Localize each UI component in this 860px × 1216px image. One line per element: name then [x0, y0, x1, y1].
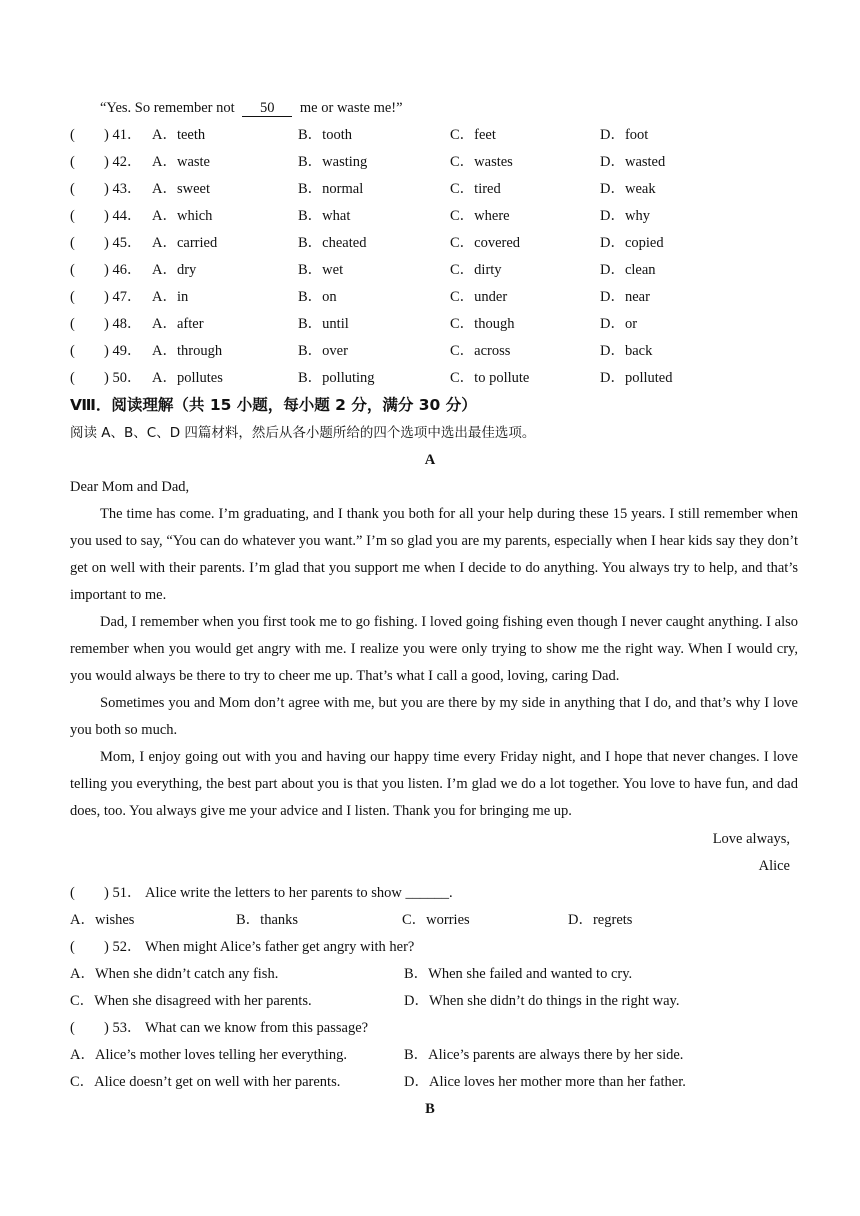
question-number: ) 52．	[104, 939, 142, 955]
option-c: C．where	[450, 208, 510, 224]
answer-paren-open: (	[70, 181, 75, 197]
option-b: B．Alice’s parents are always there by her side.	[404, 1047, 684, 1063]
cloze-question-row	[70, 179, 790, 199]
cloze-question-row	[70, 314, 790, 334]
option-d: D．near	[600, 289, 650, 305]
cloze-last-line	[100, 98, 790, 118]
cloze-question-row	[70, 125, 790, 145]
question-number: ) 47．	[104, 289, 142, 305]
passage-a-label: A	[424, 452, 436, 468]
option-a: A．When she didn’t catch any fish.	[70, 966, 279, 982]
question-stem: When might Alice’s father get angry with her?	[145, 939, 415, 955]
answer-paren-open: (	[70, 370, 75, 386]
option-c: C．to pollute	[450, 370, 530, 386]
option-d: D．Alice loves her mother more than her father.	[404, 1074, 686, 1090]
cloze-question-row	[70, 287, 790, 307]
question-53	[70, 1018, 790, 1038]
answer-paren-open: (	[70, 289, 75, 305]
answer-paren-open: (	[70, 1020, 75, 1036]
answer-paren-open: (	[70, 262, 75, 278]
option-c: C．under	[450, 289, 508, 305]
option-a: A．in	[152, 289, 189, 305]
option-b: B．wet	[298, 262, 344, 278]
option-b: B．thanks	[236, 912, 299, 928]
question-stem: What can we know from this passage?	[145, 1020, 369, 1036]
answer-paren-open: (	[70, 885, 75, 901]
paragraph-text: The time has come. I’m graduating, and I thank you both for all your help during these 15 years. I still remember when you used to say, “You can do whatever you want.” I’m so glad you are my parents, especially when I hear kids say they don’t get on well with their parents. I’m glad that you support me when I decide to do anything. You always try to help, and that’s important to me.	[70, 506, 798, 603]
letter-paragraph	[70, 690, 798, 744]
paragraph-text: Mom, I enjoy going out with you and having our happy time every Friday night, and I hope that never changes. I love telling you everything, the best part about you is that you listen. I’m glad we do a lot together. You love to have fun, and dad does, too. You always give me your advice and I listen. Thank you for bringing me up.	[70, 749, 798, 819]
option-a: A．Alice’s mother loves telling her everything.	[70, 1047, 348, 1063]
option-b: B．wasting	[298, 154, 368, 170]
question-number: ) 46．	[104, 262, 142, 278]
question-51-options	[70, 910, 790, 930]
question-number: ) 41．	[104, 127, 142, 143]
option-d: D．copied	[600, 235, 664, 251]
letter-greeting: Dear Mom and Dad,	[70, 479, 190, 495]
question-52-options-row1	[70, 964, 790, 984]
option-c: C．though	[450, 316, 515, 332]
option-b: B．normal	[298, 181, 364, 197]
question-number: ) 42．	[104, 154, 142, 170]
option-c: C．worries	[402, 912, 470, 928]
question-number: ) 49．	[104, 343, 142, 359]
option-c: C．Alice doesn’t get on well with her parents.	[70, 1074, 341, 1090]
question-number: ) 43．	[104, 181, 142, 197]
question-number: ) 50．	[104, 370, 142, 386]
option-d: D．clean	[600, 262, 656, 278]
option-b: B．on	[298, 289, 337, 305]
question-number: ) 53．	[104, 1020, 142, 1036]
letter-paragraph	[70, 501, 798, 609]
cloze-question-row	[70, 152, 790, 172]
option-a: A．dry	[152, 262, 197, 278]
option-a: A．which	[152, 208, 213, 224]
question-number: ) 45．	[104, 235, 142, 251]
cloze-question-row	[70, 206, 790, 226]
cloze-question-row	[70, 341, 790, 361]
option-a: A．sweet	[152, 181, 210, 197]
paragraph-text: Dad, I remember when you first took me to go fishing. I loved going fishing even though I never caught anything. I also remember when you would get angry with me. I realize you were only trying to show me the right way. When I would cry, you would always be there to try to cheer me up. That’s what I call a good, loving, caring Dad.	[70, 614, 798, 684]
option-a: A．teeth	[152, 127, 206, 143]
option-a: A．after	[152, 316, 204, 332]
answer-paren-open: (	[70, 208, 75, 224]
option-d: D．When she didn’t do things in the right way.	[404, 993, 680, 1009]
answer-paren-open: (	[70, 316, 75, 332]
letter-closing: Love always,	[712, 831, 790, 847]
answer-paren-open: (	[70, 154, 75, 170]
option-b: B．tooth	[298, 127, 352, 143]
answer-paren-open: (	[70, 939, 75, 955]
option-d: D．or	[600, 316, 638, 332]
question-number: ) 51．	[104, 885, 142, 901]
option-d: D．polluted	[600, 370, 673, 386]
cloze-question-row	[70, 368, 790, 388]
question-number: ) 48．	[104, 316, 142, 332]
letter-paragraph	[70, 609, 798, 690]
answer-blank-50: 50	[242, 100, 292, 117]
option-b: B．cheated	[298, 235, 367, 251]
question-53-options-row2	[70, 1072, 790, 1092]
option-c: C．wastes	[450, 154, 513, 170]
option-a: A．through	[152, 343, 223, 359]
option-b: B．until	[298, 316, 349, 332]
question-52-options-row2	[70, 991, 790, 1011]
option-c: C．tired	[450, 181, 501, 197]
cloze-question-row	[70, 233, 790, 253]
option-d: D．back	[600, 343, 653, 359]
option-a: A．waste	[152, 154, 210, 170]
option-b: B．polluting	[298, 370, 375, 386]
option-d: D．foot	[600, 127, 649, 143]
section-instruction: 阅读 A、B、C、D 四篇材料，然后从各小题所给的四个选项中选出最佳选项。	[70, 425, 536, 441]
letter-paragraph	[70, 744, 798, 825]
cloze-line-prefix: “Yes. So remember not	[100, 100, 235, 116]
letter-signature: Alice	[758, 858, 790, 874]
passage-b-label: B	[425, 1101, 435, 1117]
option-a: A．pollutes	[152, 370, 223, 386]
option-a: A．wishes	[70, 912, 135, 928]
paragraph-text: Sometimes you and Mom don’t agree with me, but you are there by my side in anything that I do, and that’s why I love you both so much.	[70, 695, 798, 738]
option-c: C．across	[450, 343, 511, 359]
option-b: B．When she failed and wanted to cry.	[404, 966, 633, 982]
option-d: D．regrets	[568, 912, 633, 928]
option-a: A．carried	[152, 235, 218, 251]
option-b: B．what	[298, 208, 351, 224]
option-b: B．over	[298, 343, 348, 359]
option-d: D．why	[600, 208, 650, 224]
question-53-options-row1	[70, 1045, 790, 1065]
option-d: D．weak	[600, 181, 656, 197]
answer-paren-open: (	[70, 343, 75, 359]
question-stem: Alice write the letters to her parents to show ______.	[145, 885, 453, 901]
question-number: ) 44．	[104, 208, 142, 224]
section-title: Ⅷ．阅读理解（共 15 小题，每小题 2 分，满分 30 分）	[70, 396, 477, 414]
cloze-question-row	[70, 260, 790, 280]
answer-paren-open: (	[70, 127, 75, 143]
option-c: C．When she disagreed with her parents.	[70, 993, 312, 1009]
option-c: C．covered	[450, 235, 521, 251]
question-51	[70, 883, 790, 903]
option-d: D．wasted	[600, 154, 666, 170]
answer-paren-open: (	[70, 235, 75, 251]
option-c: C．dirty	[450, 262, 502, 278]
cloze-line-suffix: me or waste me!”	[299, 100, 403, 116]
option-c: C．feet	[450, 127, 496, 143]
question-52	[70, 937, 790, 957]
